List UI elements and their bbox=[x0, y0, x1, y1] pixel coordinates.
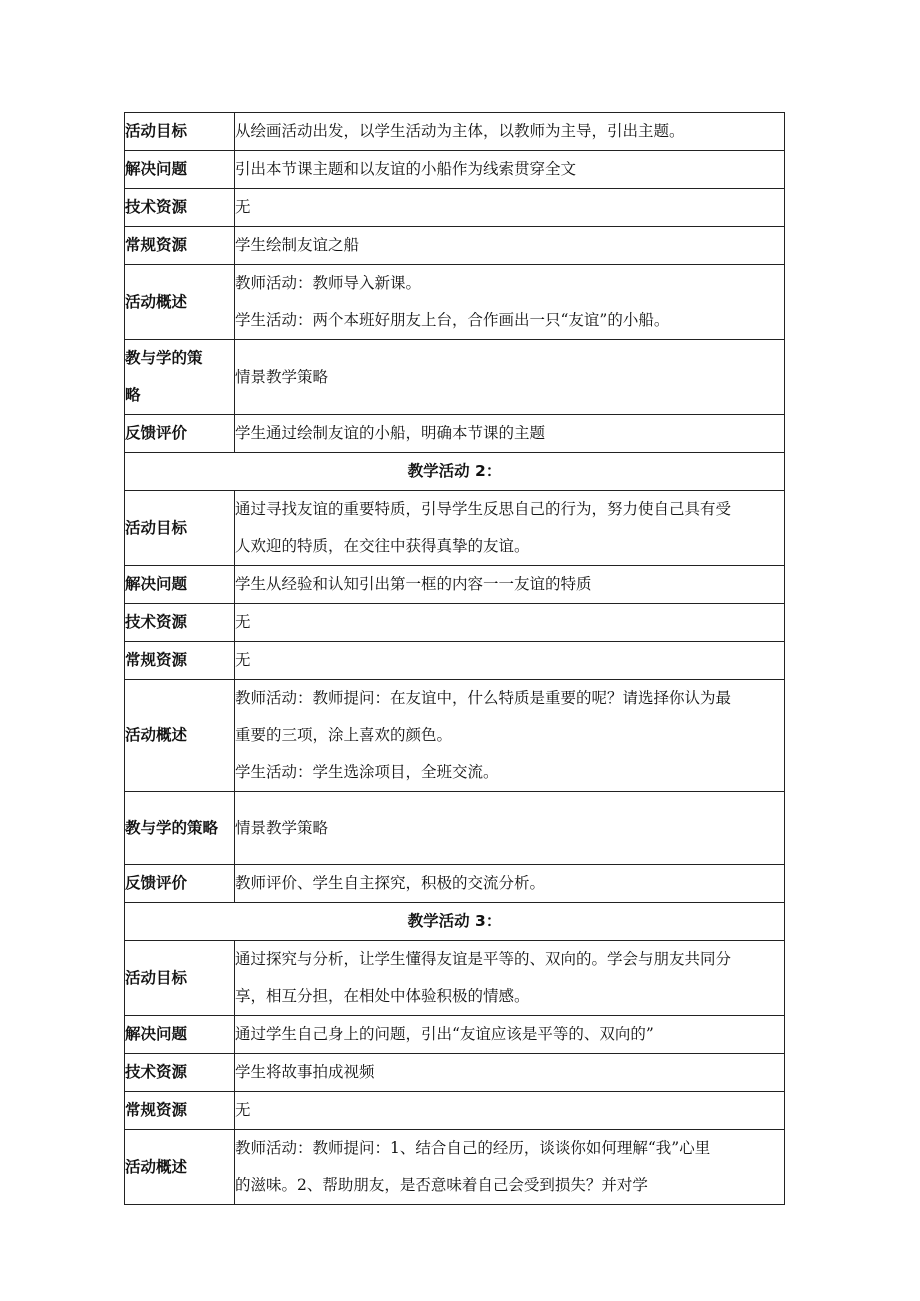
row-content: 学生从经验和认知引出第一框的内容一一友谊的特质 bbox=[235, 566, 785, 604]
row-label: 技术资源 bbox=[125, 189, 235, 227]
row-content: 从绘画活动出发，以学生活动为主体，以教师为主导，引出主题。 bbox=[235, 113, 785, 151]
table-row bbox=[125, 113, 785, 151]
table-row bbox=[125, 865, 785, 903]
row-content: 教师评价、学生自主探究，积极的交流分析。 bbox=[235, 865, 785, 903]
row-content bbox=[235, 680, 785, 792]
table-row bbox=[125, 227, 785, 265]
content-line: 教师活动：教师提问：在友谊中，什么特质是重要的呢？请选择你认为最 bbox=[235, 689, 732, 707]
table-row bbox=[125, 642, 785, 680]
table-row bbox=[125, 680, 785, 792]
table-row bbox=[125, 1016, 785, 1054]
table-row bbox=[125, 566, 785, 604]
row-content: 无 bbox=[235, 1092, 785, 1130]
lesson-plan-table bbox=[124, 112, 785, 1205]
table-row bbox=[125, 604, 785, 642]
content-line: 重要的三项，涂上喜欢的颜色。 bbox=[235, 726, 453, 744]
row-label: 技术资源 bbox=[125, 1054, 235, 1092]
row-label: 解决问题 bbox=[125, 1016, 235, 1054]
label-line: 略 bbox=[125, 386, 141, 404]
row-label: 活动概述 bbox=[125, 680, 235, 792]
row-content bbox=[235, 491, 785, 566]
row-content: 无 bbox=[235, 604, 785, 642]
row-label: 活动目标 bbox=[125, 941, 235, 1016]
content-line: 教师活动：教师导入新课。 bbox=[235, 274, 422, 292]
table-row bbox=[125, 265, 785, 340]
row-content: 学生绘制友谊之船 bbox=[235, 227, 785, 265]
content-line: 通过探究与分析，让学生懂得友谊是平等的、双向的。学会与朋友共同分 bbox=[235, 950, 732, 968]
row-label: 反馈评价 bbox=[125, 865, 235, 903]
content-line: 教师活动：教师提问：1、结合自己的经历，谈谈你如何理解“我”心里 bbox=[235, 1139, 711, 1157]
table-row bbox=[125, 491, 785, 566]
table-row bbox=[125, 415, 785, 453]
row-content: 学生将故事拍成视频 bbox=[235, 1054, 785, 1092]
table-row bbox=[125, 792, 785, 865]
table-row bbox=[125, 1054, 785, 1092]
row-content: 学生通过绘制友谊的小船，明确本节课的主题 bbox=[235, 415, 785, 453]
row-content: 引出本节课主题和以友谊的小船作为线索贯穿全文 bbox=[235, 151, 785, 189]
content-line: 人欢迎的特质，在交往中获得真挚的友谊。 bbox=[235, 537, 530, 555]
row-label: 活动目标 bbox=[125, 113, 235, 151]
table-row bbox=[125, 1130, 785, 1205]
content-line: 通过寻找友谊的重要特质，引导学生反思自己的行为，努力使自己具有受 bbox=[235, 500, 732, 518]
content-line: 享，相互分担，在相处中体验积极的情感。 bbox=[235, 987, 530, 1005]
row-content bbox=[235, 265, 785, 340]
row-label: 反馈评价 bbox=[125, 415, 235, 453]
row-label: 活动概述 bbox=[125, 265, 235, 340]
content-line: 学生活动：两个本班好朋友上台，合作画出一只“友谊”的小船。 bbox=[235, 311, 670, 329]
row-label: 活动概述 bbox=[125, 1130, 235, 1205]
row-label: 常规资源 bbox=[125, 642, 235, 680]
table-row bbox=[125, 1092, 785, 1130]
row-content bbox=[235, 1130, 785, 1205]
label-line: 教与学的策 bbox=[125, 349, 203, 367]
content-line: 学生活动：学生选涂项目，全班交流。 bbox=[235, 763, 499, 781]
row-label: 常规资源 bbox=[125, 1092, 235, 1130]
row-label: 教与学的策略 bbox=[125, 792, 235, 865]
table-row bbox=[125, 151, 785, 189]
row-label: 解决问题 bbox=[125, 566, 235, 604]
section-title: 教学活动 2： bbox=[125, 453, 785, 491]
table-row bbox=[125, 189, 785, 227]
row-content: 无 bbox=[235, 642, 785, 680]
row-label: 活动目标 bbox=[125, 491, 235, 566]
content-line: 的滋味。2、帮助朋友，是否意味着自己会受到损失？并对学 bbox=[235, 1176, 648, 1194]
row-content: 情景教学策略 bbox=[235, 792, 785, 865]
section-title: 教学活动 3： bbox=[125, 903, 785, 941]
table-row bbox=[125, 340, 785, 415]
row-label: 常规资源 bbox=[125, 227, 235, 265]
row-content: 无 bbox=[235, 189, 785, 227]
row-content: 通过学生自己身上的问题，引出“友谊应该是平等的、双向的” bbox=[235, 1016, 785, 1054]
row-label: 技术资源 bbox=[125, 604, 235, 642]
section-header-row bbox=[125, 453, 785, 491]
row-label: 解决问题 bbox=[125, 151, 235, 189]
row-content: 情景教学策略 bbox=[235, 340, 785, 415]
row-label bbox=[125, 340, 235, 415]
section-header-row bbox=[125, 903, 785, 941]
row-content bbox=[235, 941, 785, 1016]
table-row bbox=[125, 941, 785, 1016]
